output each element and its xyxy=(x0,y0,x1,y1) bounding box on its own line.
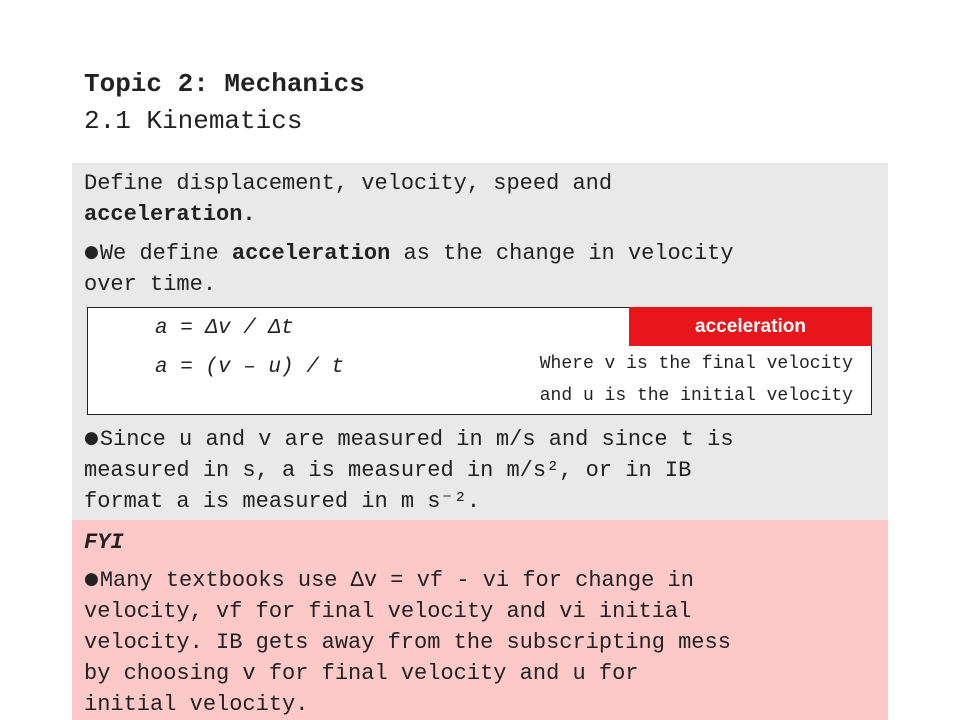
fyi-line-2: velocity, vf for final velocity and vi initial xyxy=(84,599,692,624)
intro-line-2: acceleration. xyxy=(84,202,256,227)
acceleration-tag: acceleration xyxy=(629,307,872,346)
bullet-icon: ● xyxy=(84,569,99,589)
units-line-3: format a is measured in m s⁻². xyxy=(84,489,481,514)
fyi-line-5: initial velocity. xyxy=(84,692,309,717)
units-line-1: ●Since u and v are measured in m/s and since t is xyxy=(84,427,734,452)
slide-header xyxy=(84,66,365,140)
note-initial-velocity: and u is the initial velocity xyxy=(539,386,853,406)
fyi-heading: FYI xyxy=(84,530,124,555)
bullet-icon: ● xyxy=(84,428,99,448)
fyi-line-1: ●Many textbooks use Δv = vf - vi for change in xyxy=(84,568,694,593)
definition-line-1: ●We define acceleration as the change in velocity xyxy=(84,241,734,266)
bullet-icon: ● xyxy=(84,242,99,262)
fyi-line-3: velocity. IB gets away from the subscripting mess xyxy=(84,630,731,655)
equation-vu: a = (v – u) / t xyxy=(155,356,345,379)
units-line-2: measured in s, a is measured in m/s², or in IB xyxy=(84,458,692,483)
slide-title: Topic 2: Mechanics xyxy=(84,69,365,99)
fyi-line-4: by choosing v for final velocity and u for xyxy=(84,661,639,686)
equation-delta: a = Δv / Δt xyxy=(155,317,294,340)
slide-subtitle: 2.1 Kinematics xyxy=(84,106,303,136)
equation-box xyxy=(87,307,872,415)
definition-line-2: over time. xyxy=(84,272,217,297)
note-final-velocity: Where v is the final velocity xyxy=(539,354,853,374)
intro-line-1: Define displacement, velocity, speed and xyxy=(84,171,613,196)
